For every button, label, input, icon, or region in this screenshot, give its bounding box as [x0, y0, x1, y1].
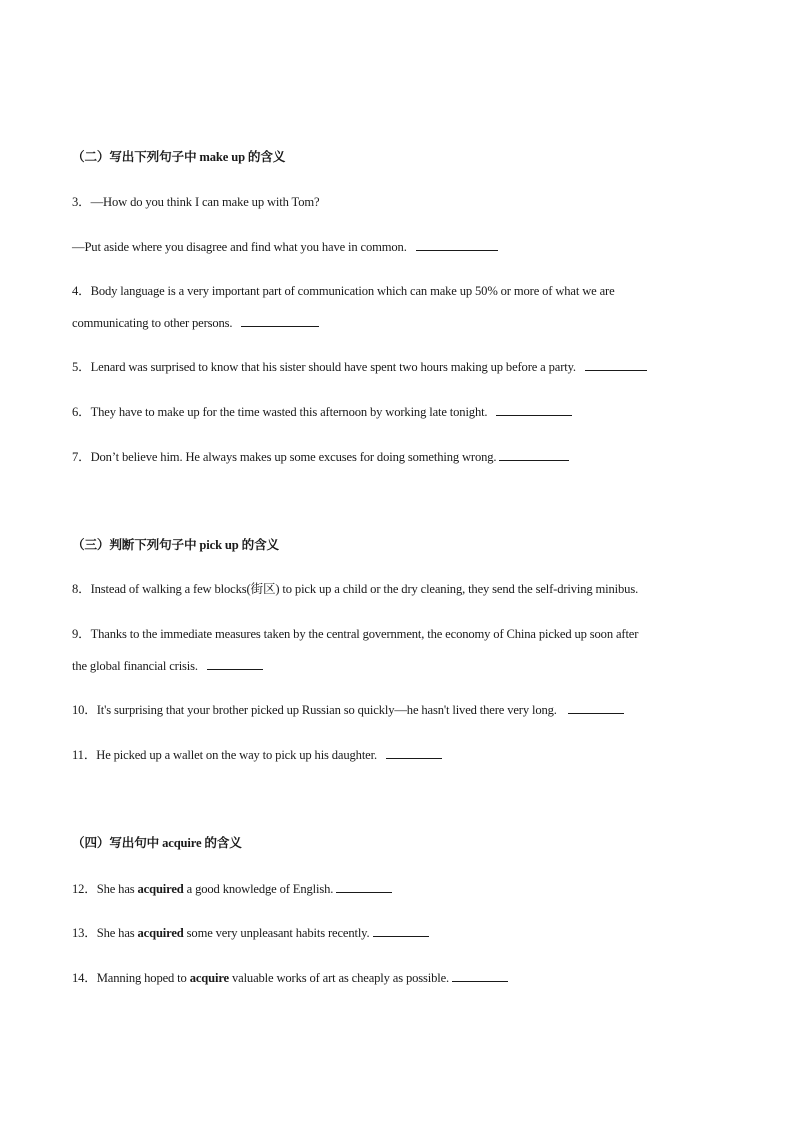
question-10-text: 10．It's surprising that your brother picked up Russian so quickly—he hasn't lived there very long.	[72, 703, 557, 717]
question-12-text-end: a good knowledge of English.	[183, 882, 334, 896]
question-13-text-start: 13．She has	[72, 926, 138, 940]
section-heading-make-up: （二）写出下列句子中 make up 的含义	[72, 150, 286, 164]
question-12-keyword: acquired	[137, 882, 184, 896]
question-11	[72, 746, 442, 763]
question-4-continued	[72, 314, 319, 331]
answer-blank-11[interactable]	[386, 746, 442, 759]
answer-blank-13[interactable]	[373, 924, 429, 937]
question-10	[72, 701, 624, 718]
question-14-keyword: acquire	[189, 971, 229, 985]
question-5-text: 5．Lenard was surprised to know that his sister should have spent two hours making up before a party.	[72, 360, 576, 374]
question-13	[72, 924, 429, 941]
question-5	[72, 358, 647, 375]
section-heading-pick-up: （三）判断下列句子中 pick up 的含义	[72, 538, 279, 552]
answer-blank-7[interactable]	[499, 448, 569, 461]
question-7-text: 7．Don’t believe him. He always makes up some excuses for doing something wrong.	[72, 450, 497, 464]
question-12	[72, 880, 392, 897]
answer-blank-14[interactable]	[452, 969, 508, 982]
question-12-text-start: 12．She has	[72, 882, 138, 896]
question-4-text-line-2: communicating to other persons.	[72, 316, 233, 330]
question-8-text: 8．Instead of walking a few blocks(街区) to pick up a child or the dry cleaning, they send the self-driving minibus.	[72, 582, 639, 596]
answer-blank-4[interactable]	[241, 314, 319, 327]
question-9-text-line-1: 9．Thanks to the immediate measures taken by the central government, the economy of China picked up soon after	[72, 627, 639, 641]
question-4	[72, 283, 615, 299]
question-13-text-end: some very unpleasant habits recently.	[183, 926, 370, 940]
question-14	[72, 969, 508, 986]
question-14-text-start: 14．Manning hoped to	[72, 971, 190, 985]
question-9-text-line-2: the global financial crisis.	[72, 659, 198, 673]
question-6-text: 6．They have to make up for the time wasted this afternoon by working late tonight.	[72, 405, 488, 419]
question-11-text: 11．He picked up a wallet on the way to pick up his daughter.	[72, 748, 377, 762]
answer-blank-9[interactable]	[207, 657, 263, 670]
question-9	[72, 626, 638, 642]
question-7	[72, 448, 569, 465]
question-4-text-line-1: 4．Body language is a very important part of communication which can make up 50% or more of what we are	[72, 284, 615, 298]
question-14-text-end: valuable works of art as cheaply as possible.	[228, 971, 450, 985]
question-3-text: 3．—How do you think I can make up with Tom?	[72, 195, 320, 209]
question-8	[72, 581, 638, 597]
question-9-continued	[72, 657, 263, 674]
answer-blank-12[interactable]	[336, 880, 392, 893]
answer-blank-10[interactable]	[568, 701, 624, 714]
question-3-reply	[72, 238, 498, 255]
question-6	[72, 403, 572, 420]
answer-blank-5[interactable]	[585, 358, 647, 371]
question-13-keyword: acquired	[137, 926, 184, 940]
question-3-reply-text: —Put aside where you disagree and find what you have in common.	[72, 240, 407, 254]
section-heading-acquire: （四）写出句中 acquire 的含义	[72, 836, 242, 850]
answer-blank-6[interactable]	[496, 403, 572, 416]
question-3	[72, 194, 319, 210]
answer-blank-3[interactable]	[416, 238, 498, 251]
